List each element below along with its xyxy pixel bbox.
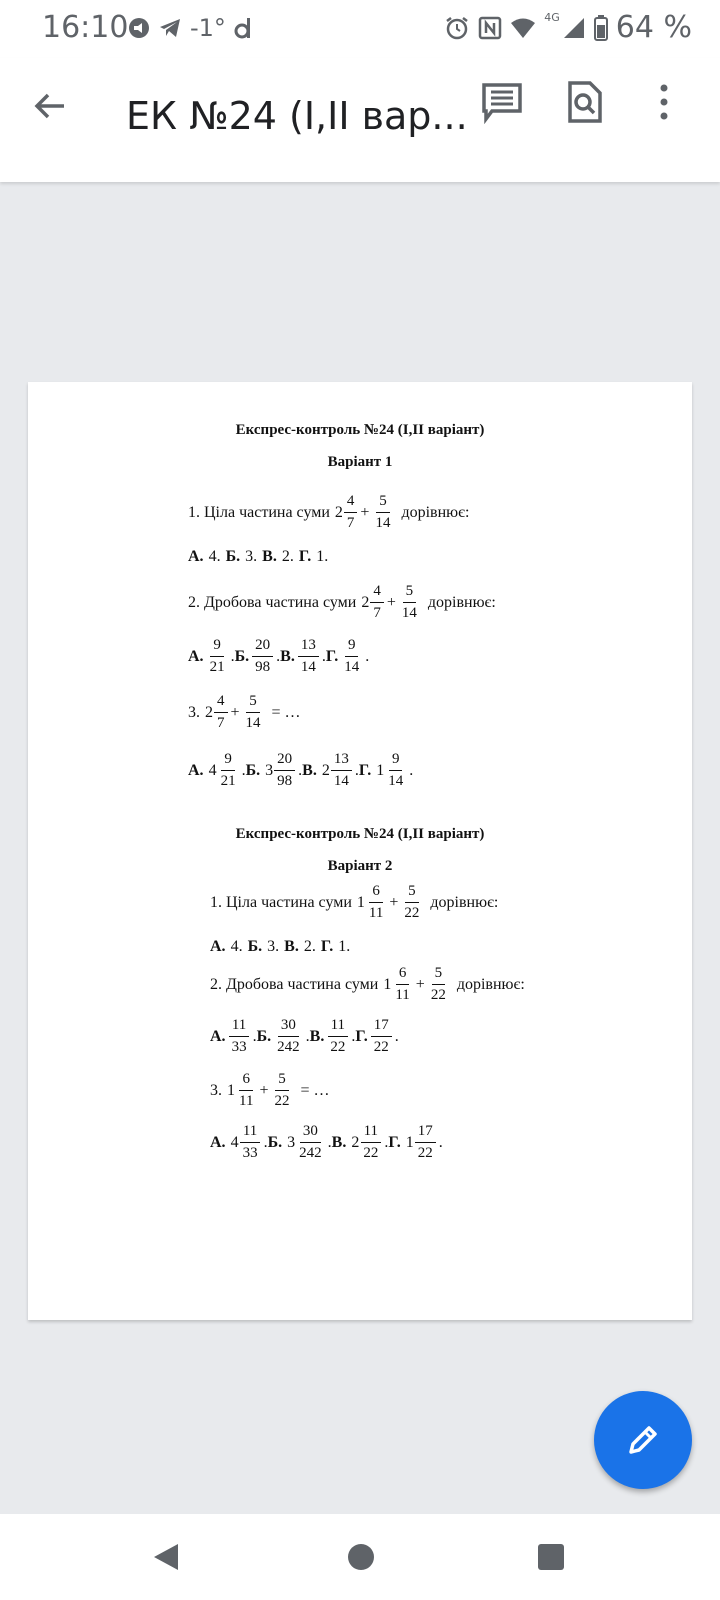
more-options-icon[interactable] (642, 80, 686, 124)
fraction: $\frac{30}{242}$ (299, 1123, 322, 1161)
alarm-icon (444, 15, 470, 41)
variant2-subheading: Варіант 2 (327, 858, 393, 874)
document-title: ЕК №24 (І,ІІ вар... (126, 94, 468, 138)
fraction: $\frac{4}{7}$ (214, 694, 228, 731)
v2-question1: 1. Ціла частина суми 1 $\frac{6}{11}$ + $\frac{5}{22}$ дорівнює: (210, 883, 499, 921)
variant1-heading: Експрес-контроль №24 (І,ІІ варіант) (235, 422, 485, 438)
signal-icon (562, 16, 586, 40)
v1-answers3: А. 4 $\frac{9}{21}$ . Б. 3 $\frac{20}{98}$ . В. 2 $\frac{13}{14}$ . Г. 1 $\frac{9}{14}$ . (188, 751, 414, 789)
fraction: $\frac{5}{14}$ (401, 583, 417, 621)
fraction: $\frac{13}{14}$ (298, 638, 319, 675)
nfc-icon (478, 16, 502, 40)
v1-answers1: А. 4. Б. 3. В. 2. Г. 1. (188, 548, 329, 565)
fraction: $\frac{5}{14}$ (375, 493, 391, 531)
fraction: $\frac{5}{22}$ (274, 1071, 290, 1109)
edit-fab-button[interactable] (594, 1391, 692, 1489)
v2-question3: 3. 1 $\frac{6}{11}$ + $\frac{5}{22}$ = … (210, 1071, 330, 1109)
fraction: $\frac{11}{33}$ (240, 1124, 261, 1161)
notification-icon (128, 17, 150, 39)
comment-icon[interactable] (480, 80, 524, 124)
pencil-icon (623, 1420, 663, 1460)
variant2-heading: Експрес-контроль №24 (І,ІІ варіант) (235, 826, 485, 842)
variant1-subheading: Варіант 1 (327, 454, 393, 470)
v1-question1: 1. Ціла частина суми 2 $\frac{4}{7}$ + $\frac{5}{14}$ дорівнює: (188, 493, 470, 531)
fraction: $\frac{9}{21}$ (220, 751, 236, 789)
v1-answers2: А. $\frac{9}{21}$ . Б. $\frac{20}{98}$ . В. $\frac{13}{14}$ . Г. $\frac{9}{14}$ . (188, 637, 370, 675)
fraction: $\frac{5}{22}$ (430, 965, 446, 1003)
fraction: $\frac{17}{22}$ (371, 1018, 392, 1055)
v2-answers2: А. $\frac{11}{33}$ . Б. $\frac{30}{242}$ . В. $\frac{11}{22}$ . Г. $\frac{17}{22}$ . (210, 1017, 399, 1055)
status-bar (0, 0, 720, 58)
nav-home-icon[interactable] (348, 1544, 374, 1570)
wifi-icon (510, 17, 536, 39)
fraction: $\frac{5}{22}$ (404, 883, 420, 921)
fraction: $\frac{20}{98}$ (252, 638, 273, 675)
app-bar (0, 58, 720, 182)
battery-level: 64 % (615, 10, 692, 45)
fraction: $\frac{13}{14}$ (331, 752, 352, 789)
network-type: 4G (544, 11, 560, 24)
fraction: $\frac{17}{22}$ (415, 1124, 436, 1161)
fraction: $\frac{5}{14}$ (245, 693, 261, 731)
fraction: $\frac{6}{11}$ (395, 965, 410, 1003)
v1-question3: 3. 2 $\frac{4}{7}$ + $\frac{5}{14}$ = … (188, 693, 301, 731)
find-in-page-icon[interactable] (562, 80, 606, 124)
temperature: -1° (190, 14, 226, 42)
nav-back-icon[interactable] (152, 1542, 180, 1572)
fraction: $\frac{9}{14}$ (388, 751, 404, 789)
v2-question2: 2. Дробова частина суми 1 $\frac{6}{11}$ + $\frac{5}{22}$ дорівнює: (210, 965, 525, 1003)
fraction: $\frac{11}{22}$ (360, 1124, 381, 1161)
fraction: $\frac{11}{33}$ (229, 1018, 250, 1055)
system-nav-bar (0, 1514, 720, 1600)
back-arrow-icon[interactable] (28, 84, 72, 128)
document-page (28, 382, 692, 1320)
fraction: $\frac{4}{7}$ (370, 584, 384, 621)
fraction: $\frac{9}{14}$ (344, 637, 360, 675)
fraction: $\frac{6}{11}$ (239, 1071, 254, 1109)
v2-answers3: А. 4 $\frac{11}{33}$ . Б. 3 $\frac{30}{242}$ . В. 2 $\frac{11}{22}$ . Г. 1 $\frac{17}{22}$ . (210, 1123, 443, 1161)
status-time: 16:10 (42, 10, 129, 45)
fraction: $\frac{9}{21}$ (209, 637, 225, 675)
nav-recents-icon[interactable] (538, 1544, 564, 1570)
fraction: $\frac{20}{98}$ (274, 752, 295, 789)
fraction: $\frac{30}{242}$ (277, 1017, 300, 1055)
fraction: $\frac{11}{22}$ (327, 1018, 348, 1055)
v1-question2: 2. Дробова частина суми 2 $\frac{4}{7}$ + $\frac{5}{14}$ дорівнює: (188, 583, 496, 621)
telegram-icon (158, 17, 182, 39)
v2-answers1: А. 4. Б. 3. В. 2. Г. 1. (210, 938, 351, 955)
fraction: $\frac{6}{11}$ (368, 883, 384, 921)
fraction: $\frac{4}{7}$ (344, 494, 358, 531)
d-app-icon (234, 16, 254, 40)
battery-icon (594, 15, 608, 41)
